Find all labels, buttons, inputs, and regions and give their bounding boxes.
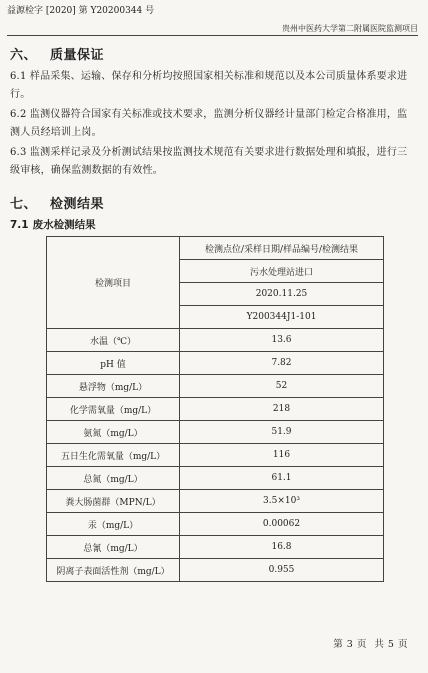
row-value: 3.5×10³ (180, 490, 384, 513)
header-rule (7, 35, 418, 36)
paragraph-6-3: 6.3 监测采样记录及分析测试结果按监测技术规范有关要求进行数据处理和填报，进行三级审核，确保监测数据的有效性。 (10, 147, 408, 176)
row-item: 化学需氧量（mg/L） (47, 398, 180, 421)
table-row (47, 352, 384, 375)
row-item: 悬浮物（mg/L） (47, 375, 180, 398)
row-value: 16.8 (180, 536, 384, 559)
wastewater-results-table (46, 236, 384, 582)
row-value: 0.00062 (180, 513, 384, 536)
row-item: 总氮（mg/L） (47, 467, 180, 490)
section-6-heading: 六、 质量保证 (10, 48, 105, 63)
row-item: 汞（mg/L） (47, 513, 180, 536)
section-7-1-heading: 7.1 废水检测结果 (10, 219, 96, 231)
table-row (47, 375, 384, 398)
row-item: pH 值 (47, 352, 180, 375)
sample-id: Y200344J1-101 (180, 306, 384, 329)
row-item: 粪大肠菌群（MPN/L） (47, 490, 180, 513)
row-item: 氨氮（mg/L） (47, 421, 180, 444)
row-value: 0.955 (180, 559, 384, 582)
row-item: 水温（℃） (47, 329, 180, 352)
row-item: 总氰（mg/L） (47, 536, 180, 559)
row-value: 51.9 (180, 421, 384, 444)
sampling-date: 2020.11.25 (180, 283, 384, 306)
section-7-heading: 七、 检测结果 (10, 197, 105, 212)
row-value: 218 (180, 398, 384, 421)
row-item: 五日生化需氧量（mg/L） (47, 444, 180, 467)
results-column-header: 检测点位/采样日期/样品编号/检测结果 (180, 237, 384, 260)
project-name: 贵州中医药大学第二附属医院监测项目 (282, 24, 418, 33)
page-total: 共 5 页 (374, 639, 408, 650)
sampling-point: 污水处理站进口 (180, 260, 384, 283)
report-number: 益源检字 [2020] 第 Y20200344 号 (7, 6, 155, 16)
row-value: 52 (180, 375, 384, 398)
page-header (7, 4, 418, 32)
paragraph-6-2: 6.2 监测仪器符合国家有关标准或技术要求，监测分析仪器经计量部门检定合格准用，监测人员经培训上岗。 (10, 109, 408, 138)
row-value: 116 (180, 444, 384, 467)
table-row (47, 536, 384, 559)
row-value: 7.82 (180, 352, 384, 375)
row-value: 13.6 (180, 329, 384, 352)
item-column-header: 检测项目 (47, 237, 180, 329)
table-row (47, 444, 384, 467)
table-row (47, 329, 384, 352)
page-number: 第 3 页 (333, 639, 367, 650)
table-row (47, 559, 384, 582)
table-row (47, 513, 384, 536)
table-row (47, 490, 384, 513)
row-value: 61.1 (180, 467, 384, 490)
table-row (47, 467, 384, 490)
row-item: 阴离子表面活性剂（mg/L） (47, 559, 180, 582)
page-footer (329, 636, 408, 650)
table-row (47, 421, 384, 444)
table-row (47, 398, 384, 421)
paragraph-6-1: 6.1 样品采集、运输、保存和分析均按照国家相关标准和规范以及本公司质量体系要求进行。 (10, 71, 408, 100)
